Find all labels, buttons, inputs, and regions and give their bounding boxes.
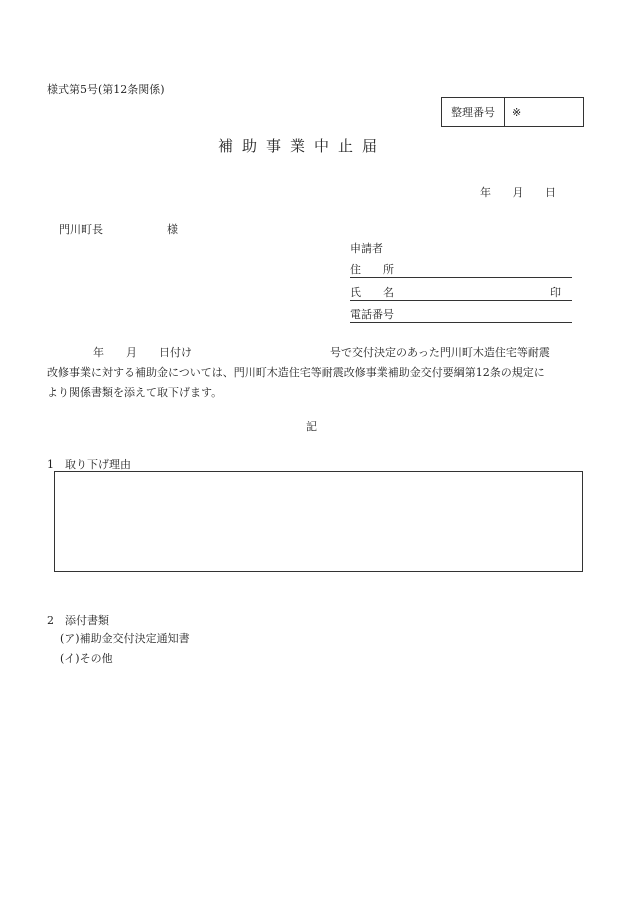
reference-number-label: 整理番号 [442,98,505,126]
attachment-item: (イ)その他 [60,652,113,665]
addressee-honorific: 様 [167,223,178,236]
body-line1-rest: 号で交付決定のあった門川町木造住宅等耐震 [330,346,550,359]
name-field[interactable] [350,284,572,301]
body-day-suffix: 日付け [159,346,192,359]
addressee [59,221,178,237]
phone-field[interactable] [350,306,572,323]
addressee-name: 門川町長 [59,223,103,236]
statement-line-1 [47,343,587,363]
submission-date[interactable] [480,184,556,200]
section-1-number: 1 [47,458,54,471]
body-month: 月 [126,346,137,359]
ki-heading: 記 [306,420,317,433]
statement-text [47,343,587,403]
name-label: 氏 名 [350,286,394,299]
body-year: 年 [93,346,104,359]
address-field[interactable] [350,261,572,278]
address-label: 住 所 [350,263,394,276]
statement-line-3: より関係書類を添えて取下げます。 [47,386,223,399]
form-number: 様式第5号(第12条関係) [47,83,165,96]
attachment-item: (ア)補助金交付決定通知書 [60,632,190,645]
section-2-heading [47,612,109,628]
withdrawal-reason-box[interactable] [54,471,583,572]
section-2-number: 2 [47,614,54,627]
applicant-heading: 申請者 [350,242,383,255]
date-year: 年 [480,186,491,199]
reference-number-box [441,97,584,127]
phone-label: 電話番号 [350,308,394,321]
section-1-heading [47,456,131,472]
section-1-title: 取り下げ理由 [65,458,131,471]
statement-line-2: 改修事業に対する補助金については、門川町木造住宅等耐震改修事業補助金交付要綱第12条の規定に [47,366,545,379]
reference-number-value[interactable]: ※ [512,105,522,119]
document-title: 補助事業中止届 [218,137,387,155]
section-2-title: 添付書類 [65,614,109,627]
date-month: 月 [512,186,524,199]
seal-mark: 印 [550,286,561,299]
date-day: 日 [545,186,556,199]
